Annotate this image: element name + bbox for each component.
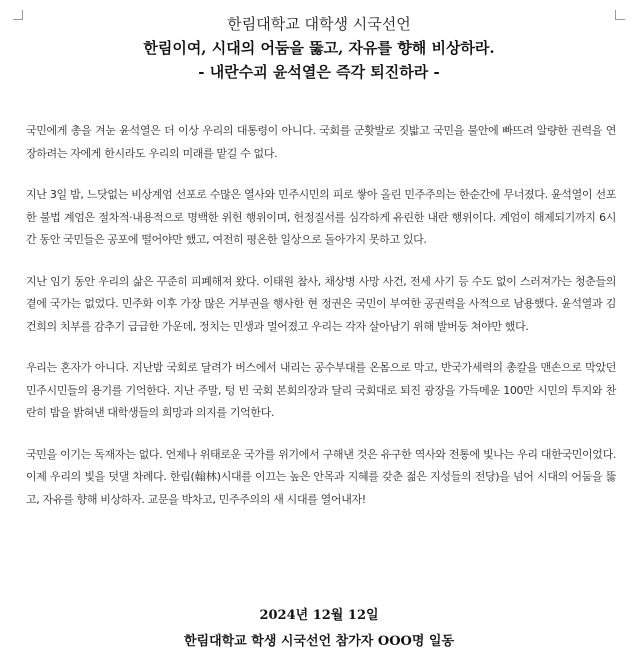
sub-headline: - 내란수괴 윤석열은 즉각 퇴진하라 -	[198, 63, 440, 81]
paragraph-2: 지난 3일 밤, 느닷없는 비상계엄 선포로 수많은 열사와 민주시민의 피로 쌓아 올린 민주주의는 한순간에 무너졌다. 윤석열이 선포한 불법 계엄은 절차적·내용적으로 명백한 위헌 행위이며, 헌정질서를 심각하게 유린한 내란 행위이다. 계엄이 해제되기까지 6시간 동안 국민들은 공포에 떨어야만 했고, 여전히 평온한 일상으로 돌아가지 못하고 있다.	[26, 188, 616, 246]
document-body	[26, 120, 616, 530]
main-headline: 한림이여, 시대의 어둠을 뚫고, 자유를 향해 비상하라.	[143, 39, 495, 57]
declaration-date: 2024년 12월 12일	[259, 608, 379, 623]
document-footer	[0, 603, 638, 655]
signatories: 한림대학교 학생 시국선언 참가자 OOO명 일동	[183, 634, 455, 649]
paragraph-1: 국민에게 총을 겨눈 윤석열은 더 이상 우리의 대통령이 아니다. 국회를 군홧발로 짓밟고 국민을 불안에 빠뜨려 알량한 권력을 연장하려는 자에게 한시라도 우리의 미래를 맡길 수 없다.	[26, 124, 616, 160]
paragraph-5: 국민을 이기는 독재자는 없다. 언제나 위태로운 국가를 위기에서 구해낸 것은 유구한 역사와 전통에 빛나는 우리 대한국민이었다. 이제 우리의 빛을 덧댈 차례다. 한림(翰林)시대를 이끄는 높은 안목과 지혜를 갖춘 젊은 지성들의 전당)을 넘어 시대의 어둠을 뚫고, 자유를 향해 비상하자. 교문을 박차고, 민주주의의 새 시대를 열어내자!	[26, 447, 616, 506]
paragraph-3: 지난 임기 동안 우리의 삶은 꾸준히 피폐해져 왔다. 이태원 참사, 채상병 사망 사건, 전세 사기 등 수도 없이 스러져가는 청춘들의 곁에 국가는 없었다. 민주화 이후 가장 많은 거부권을 행사한 현 정권은 국민이 부여한 공권력을 사적으로 남용했다. 윤석열과 김건희의 치부를 감추기 급급한 가운데, 정치는 민생과 멀어졌고 우리는 각자 살아남기 위해 발버둥 쳐야만 했다.	[26, 274, 616, 333]
organization-title: 한림대학교 대학생 시국선언	[227, 15, 411, 33]
paragraph-4: 우리는 혼자가 아니다. 지난밤 국회로 달려가 버스에서 내리는 공수부대를 온몸으로 막고, 반국가세력의 총칼을 맨손으로 막았던 민주시민들의 용기를 기억한다. 지난 주말, 텅 빈 국회 본회의장과 달리 국회대로 퇴진 광장을 가득메운 100만 시민의 투지와 찬란히 밤을 밝혀낸 대학생들의 희망과 의지를 기억한다.	[26, 361, 616, 419]
document-header	[0, 12, 638, 84]
